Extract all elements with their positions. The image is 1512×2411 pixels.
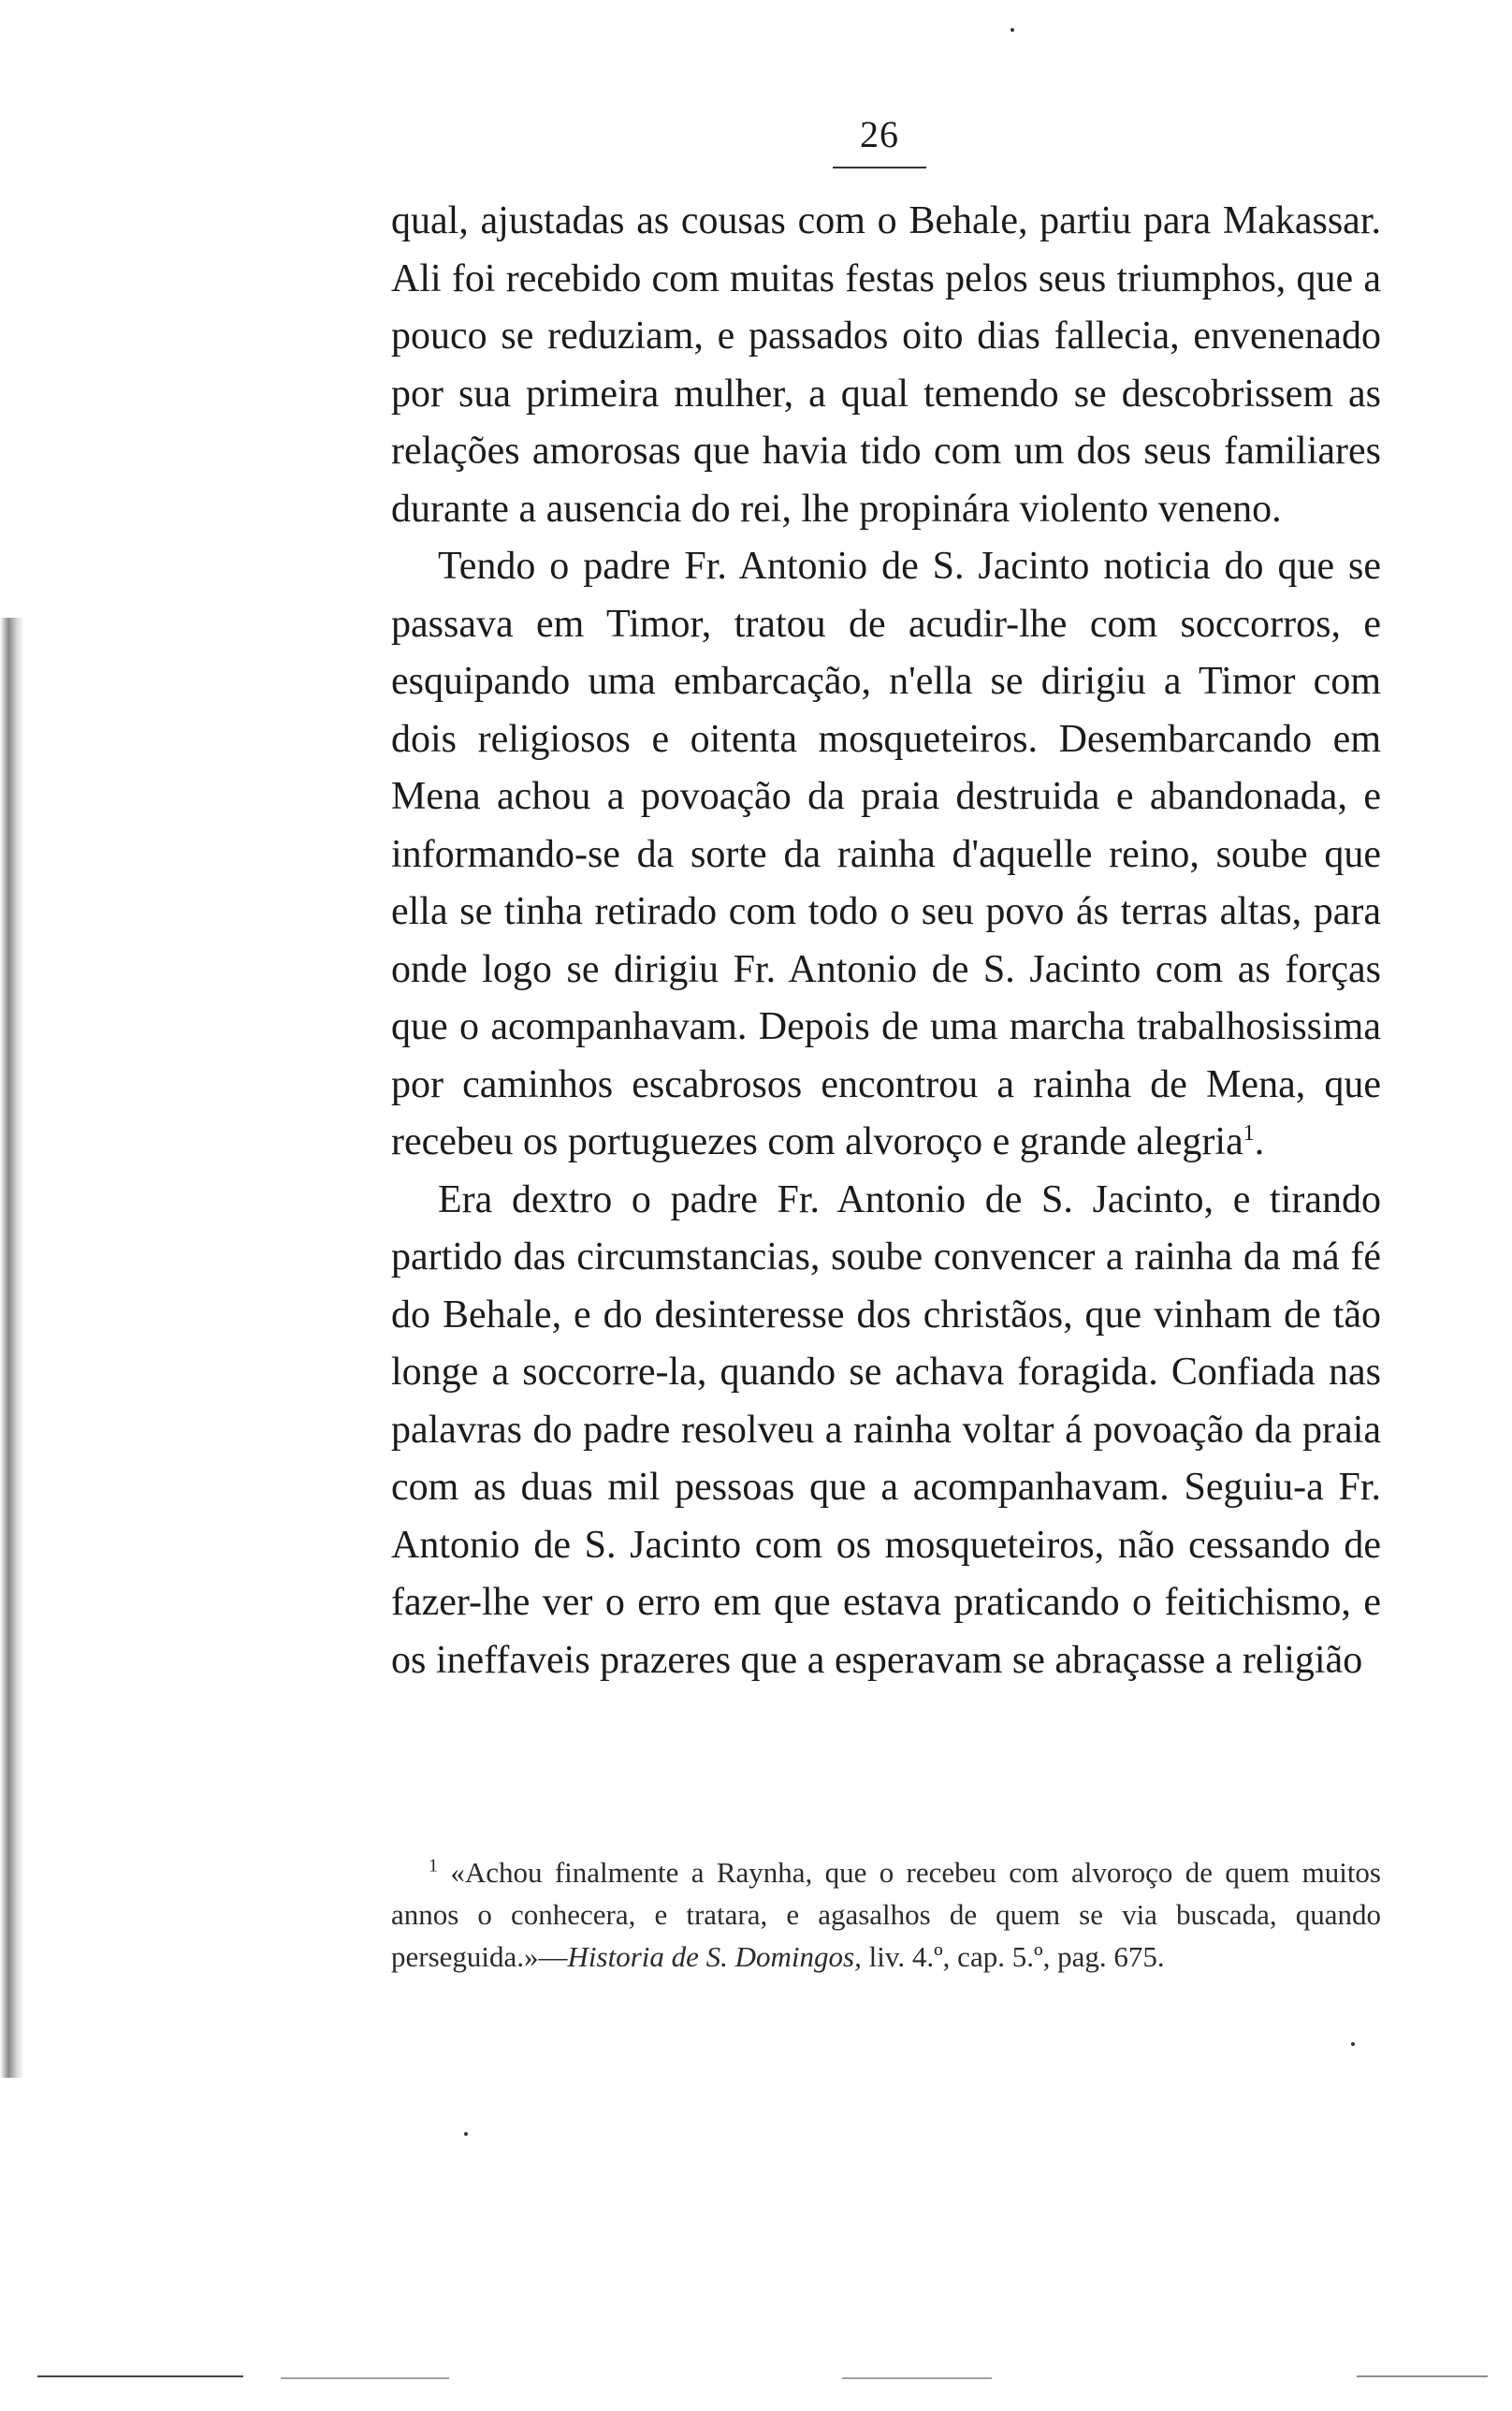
paragraph-3-text: Era dextro o padre Fr. Antonio de S. Jacinto, e tirando partido das circumstancias, soube convencer a rainha da má fé do Behale, e do desinteresse dos christãos, que vinham de tão longe a soccorre-la, quando se achava foragida. Confiada nas palavras do padre resolveu a rainha voltar á povoação da praia com as duas mil pessoas que a acompanhavam. Seguiu-a Fr. Antonio de S. Jacinto com os mosqueteiros, não cessando de fazer-lhe ver o erro em que estava praticando o feitichismo, e os ineffaveis prazeres que a esperavam se abraçasse a religião <box>391 1177 1381 1682</box>
footnote-dash: — <box>538 1940 568 1973</box>
scan-artifact-line <box>37 2375 243 2377</box>
scan-artifact-line <box>1357 2375 1488 2377</box>
paragraph-1-text: qual, ajustadas as cousas com o Behale, partiu para Makassar. Ali foi recebido com muitas festas pelos seus triumphos, que a pouco se reduziam, e passados oito dias fallecia, envenenado por sua primeira mulher, a qual temendo se descobrissem as relações amorosas que havia tido com um dos seus familiares durante a ausencia do rei, lhe propinára violento veneno. <box>391 199 1381 531</box>
footnote-section <box>391 1851 1381 1978</box>
page-number: 26 <box>860 113 899 155</box>
scan-binding-shadow <box>0 618 24 2078</box>
footnote-1 <box>391 1851 1381 1978</box>
page-number-rule <box>833 167 926 168</box>
footnote-reference-mark[interactable]: 1 <box>1243 1121 1255 1146</box>
paragraph-1 <box>391 193 1381 538</box>
paragraph-2 <box>391 538 1381 1172</box>
scan-artifact-line <box>281 2377 449 2379</box>
footnote-source-title: Historia de S. Domingos, <box>567 1940 862 1973</box>
scan-speck <box>1010 28 1014 32</box>
scan-speck <box>464 2132 468 2136</box>
footnote-source-rest: liv. 4.º, cap. 5.º, pag. 675. <box>861 1940 1165 1973</box>
paragraph-3 <box>391 1172 1381 1690</box>
footnote-quote: «Achou finalmente a Raynha, que o recebeu com alvoroço de quem muitos annos o conhecera, e tratara, e agasalhos de quem se via buscada, quando perseguida.» <box>391 1856 1381 1973</box>
body-text <box>391 193 1381 1689</box>
scan-speck <box>1351 2042 1355 2046</box>
scan-artifact-line <box>842 2377 992 2379</box>
footnote-number: 1 <box>429 1855 438 1877</box>
paragraph-2-tail: . <box>1254 1120 1265 1163</box>
paragraph-2-text: Tendo o padre Fr. Antonio de S. Jacinto noticia do que se passava em Timor, tratou de acudir-lhe com soccorros, e esquipando uma embarcação, n'ella se dirigiu a Timor com dois religiosos e oitenta mosqueteiros. Desembarcando em Mena achou a povoação da praia destruida e abandonada, e informando-se da sorte da rainha d'aquelle reino, soube que ella se tinha retirado com todo o seu povo ás terras altas, para onde logo se dirigiu Fr. Antonio de S. Jacinto com as forças que o acompanhavam. Depois de uma marcha trabalhosissima por caminhos escabrosos encontrou a rainha de Mena, que recebeu os portuguezes com alvoroço e grande alegria <box>391 545 1381 1163</box>
